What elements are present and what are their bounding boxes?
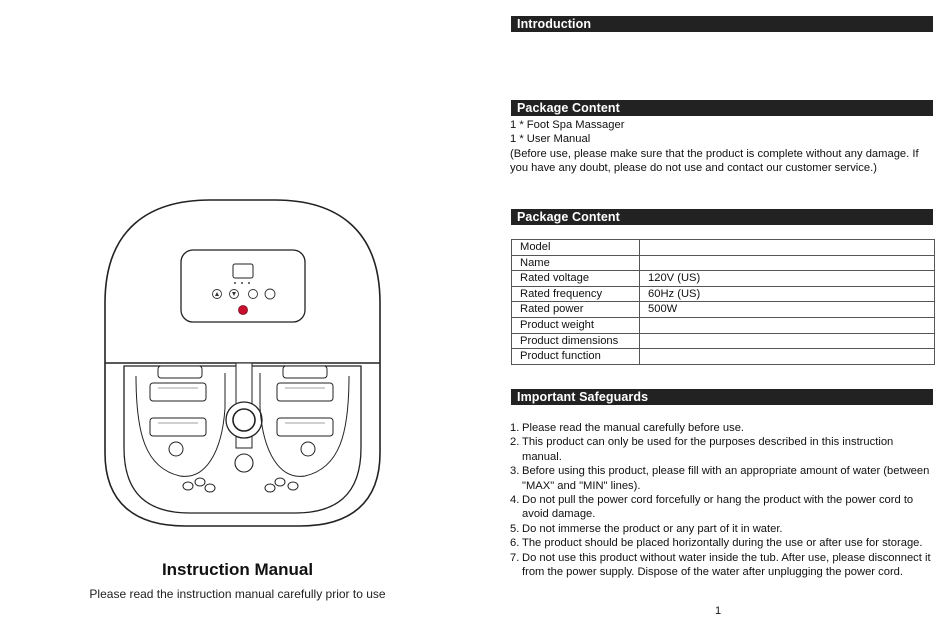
list-item: 7. Do not use this product without water inside the tub. After use, please disconnect it from the power supply. Dispose of the water after unplugging the power cord.: [510, 551, 931, 579]
safeguards-body: [510, 421, 935, 579]
spec-value: 120V (US): [640, 271, 935, 287]
foot-spa-illustration: [100, 198, 385, 528]
spec-label: Name: [512, 255, 640, 271]
list-item: 4. Do not pull the power cord forcefully or hang the product with the power cord to avoid damage.: [510, 494, 914, 521]
table-row: [512, 255, 935, 271]
table-row: [512, 240, 935, 256]
list-item: 3. Before using this product, please fill with an appropriate amount of water (between "MAX" and "MIN" lines).: [510, 465, 930, 492]
spec-value: 60Hz (US): [640, 286, 935, 302]
table-row: [512, 317, 935, 333]
display-screen: [233, 264, 253, 278]
specifications-table: [511, 239, 935, 365]
package-item: 1 * Foot Spa Massager: [510, 119, 625, 131]
spec-value: [640, 240, 935, 256]
timer-button-icon: [249, 290, 258, 299]
table-row: [512, 271, 935, 287]
spec-label: Model: [512, 240, 640, 256]
page-number: 1: [715, 605, 722, 617]
spec-value: [640, 333, 935, 349]
spec-label: Product weight: [512, 317, 640, 333]
spec-value: [640, 349, 935, 365]
power-button-icon: [239, 306, 248, 315]
list-item: 6. The product should be placed horizontally during the use or after use for storage.: [510, 537, 923, 550]
cover-title: Instruction Manual: [161, 560, 314, 579]
package-item: 1 * User Manual: [510, 133, 591, 146]
specifications-heading: Package Content: [511, 209, 933, 225]
package-content-body: [510, 118, 935, 176]
spec-value: [640, 255, 935, 271]
table-row: [512, 349, 935, 365]
spec-label: Rated frequency: [512, 286, 640, 302]
safeguards-list: [510, 421, 935, 579]
spec-label: Product dimensions: [512, 333, 640, 349]
spec-value: 500W: [640, 302, 935, 318]
cover-subtitle: Please read the instruction manual carefully prior to use: [89, 587, 386, 601]
package-content-heading: Package Content: [511, 100, 933, 116]
table-row: [512, 302, 935, 318]
table-row: [512, 333, 935, 349]
spec-label: Product function: [512, 349, 640, 365]
massage-button-icon: [265, 289, 275, 299]
table-row: [512, 286, 935, 302]
spec-label: Rated power: [512, 302, 640, 318]
list-item: 1. Please read the manual carefully before use.: [510, 422, 745, 434]
introduction-heading: Introduction: [511, 16, 933, 32]
spec-label: Rated voltage: [512, 271, 640, 287]
safeguards-heading: Important Safeguards: [511, 389, 933, 405]
package-note: (Before use, please make sure that the product is complete without any damage. If you have any doubt, please do not use and contact our customer service.): [510, 147, 919, 175]
spec-value: [640, 317, 935, 333]
list-item: 2. This product can only be used for the purposes described in this instruction manual.: [510, 436, 894, 463]
list-item: 5. Do not immerse the product or any part of it in water.: [510, 522, 783, 535]
